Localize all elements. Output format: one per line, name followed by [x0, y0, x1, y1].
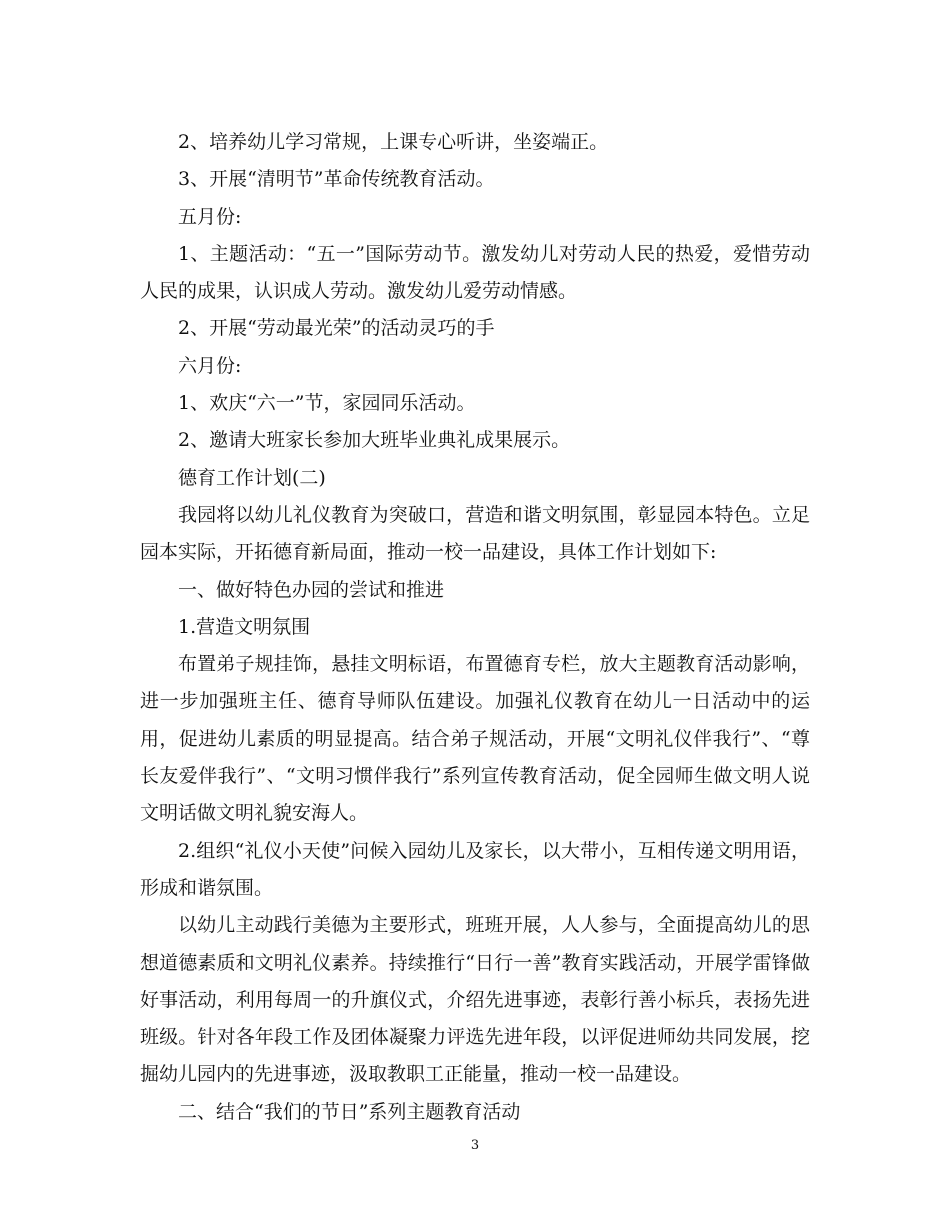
- page-number: 3: [470, 1138, 480, 1153]
- page-body: [140, 124, 810, 1131]
- paragraph-intro: 我园将以幼儿礼仪教育为突破口，营造和谐文明氛围，彰显园本特色。立足园本实际，开拓德育新局面，推动一校一品建设，具体工作计划如下:: [140, 503, 810, 564]
- paragraph-goal-3: 3、开展“清明节”革命传统教育活动。: [178, 168, 495, 191]
- paragraph-goal-2: 2、培养幼儿学习常规，上课专心听讲，坐姿端正。: [178, 131, 609, 153]
- paragraph-virtue: 以幼儿主动践行美德为主要形式，班班开展，人人参与，全面提高幼儿的思想道德素质和文明礼仪素养。持续推行“日行一善”教育实践活动，开展学雷锋做好事活动，利用每周一的升旗仪式，介绍先进事迹，表彰行善小标兵，表扬先进班级。针对各年段工作及团体凝聚力评选先进年段，以评促进师幼共同发展，挖掘幼儿园内的先进事迹，汲取教职工正能量，推动一校一品建设。: [140, 914, 810, 1086]
- heading-part-2: 二、结合“我们的节日”系列主题教育活动: [178, 1100, 521, 1123]
- heading-part-1: 一、做好特色办园的尝试和推进: [178, 578, 445, 601]
- heading-item-1: 1.营造文明氛围: [178, 615, 311, 638]
- heading-may: 五月份:: [178, 205, 242, 228]
- paragraph-atmosphere: 布置弟子规挂饰，悬挂文明标语，布置德育专栏，放大主题教育活动影响，进一步加强班主任、德育导师队伍建设。加强礼仪教育在幼儿一日活动中的运用，促进幼儿素质的明显提高。结合弟子规活动，开展“文明礼仪伴我行”、“尊长友爱伴我行”、“文明习惯伴我行”系列宣传教育活动，促全园师生做文明人说文明话做文明礼貌安海人。: [140, 653, 810, 825]
- heading-june: 六月份:: [178, 354, 242, 377]
- paragraph-item-2: 2.组织“礼仪小天使”问候入园幼儿及家长，以大带小，互相传递文明用语，形成和谐氛围。: [140, 839, 810, 899]
- paragraph-june-2: 2、邀请大班家长参加大班毕业典礼成果展示。: [178, 429, 571, 452]
- paragraph-june-1: 1、欢庆“六一”节，家园同乐活动。: [178, 392, 476, 415]
- section-title-plan-2: 德育工作计划(二): [178, 466, 326, 489]
- paragraph-may-1: 1、主题活动：“五一”国际劳动节。激发幼儿对劳动人民的热爱，爱惜劳动人民的成果，认识成人劳动。激发幼儿爱劳动情感。: [140, 242, 810, 303]
- paragraph-may-2: 2、开展“劳动最光荣”的活动灵巧的手: [178, 317, 495, 340]
